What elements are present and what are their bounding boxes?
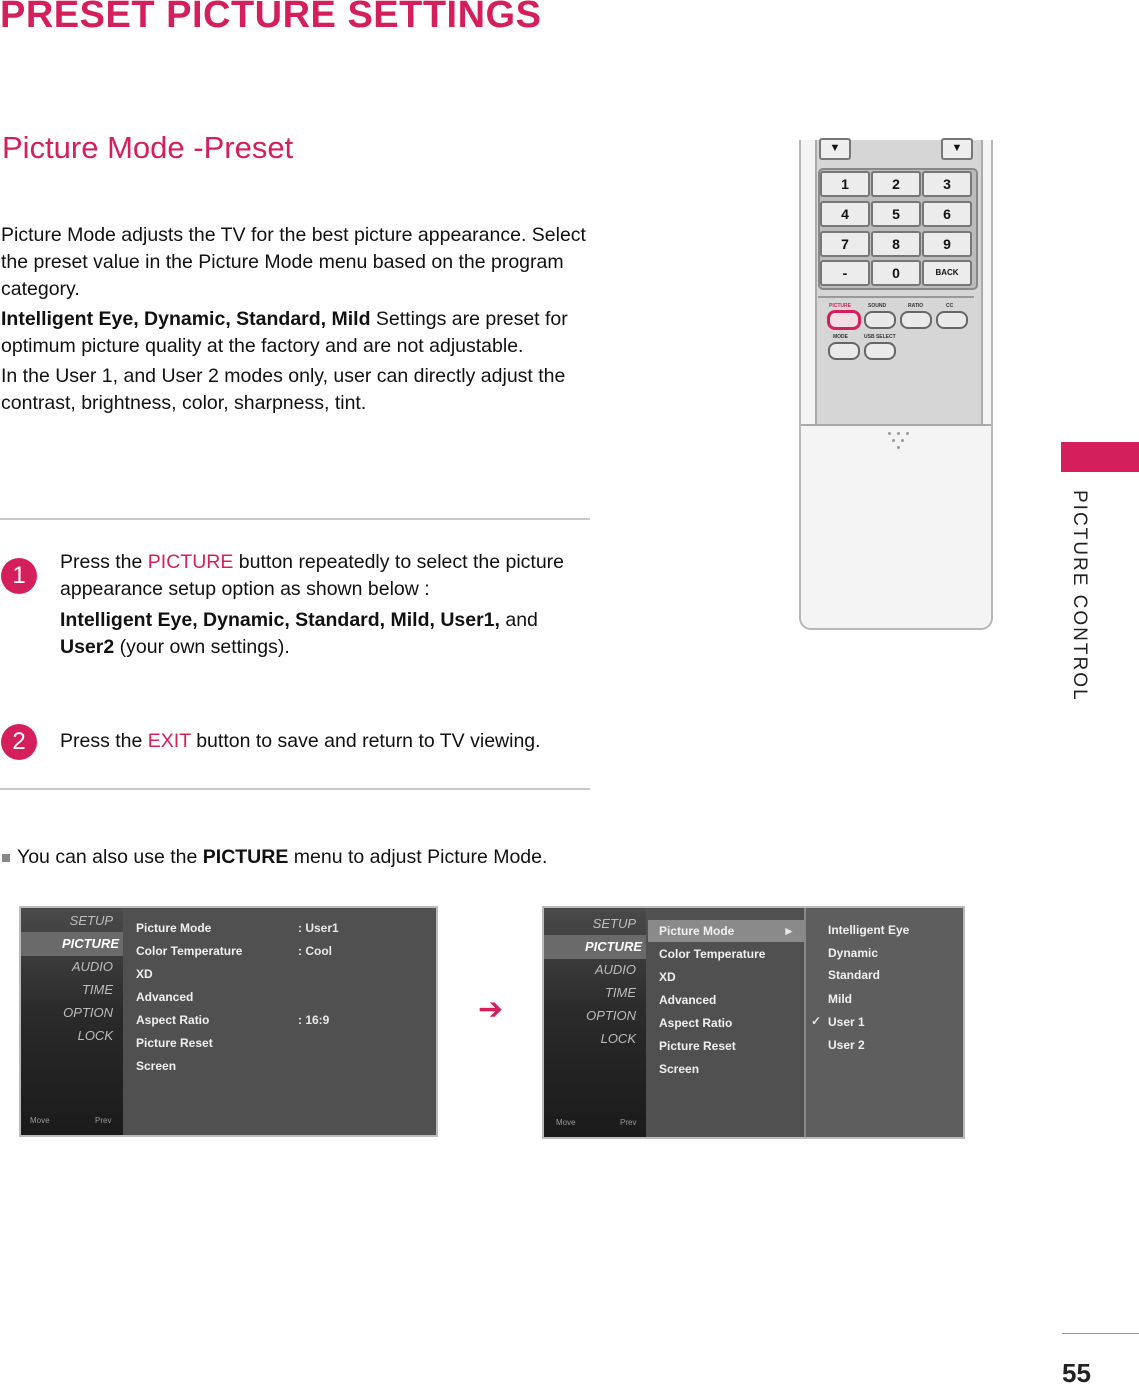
page-title: PRESET PICTURE SETTINGS	[0, 0, 542, 36]
remote-label-picture: PICTURE	[829, 303, 851, 309]
option-intelligent-eye: Intelligent Eye	[828, 923, 910, 937]
osd-right-tab-lock: LOCK	[600, 1031, 636, 1046]
picture-key-label: PICTURE	[147, 551, 234, 573]
speaker-dot	[888, 432, 891, 435]
osd-right-item-screen: Screen	[659, 1062, 700, 1076]
step-2-post: button to save and return to TV viewing.	[190, 730, 541, 752]
step-1-text	[60, 549, 590, 661]
remote-key-6: 6	[922, 201, 972, 227]
remote-key-4: 4	[820, 201, 870, 227]
remote-key-2: 2	[871, 171, 921, 197]
submenu-arrow-icon: ►	[783, 924, 795, 938]
osd-right-footer-prev: Prev	[620, 1118, 637, 1127]
section-title: Picture Mode -Preset	[2, 130, 294, 165]
osd-right-item-color-temperature: Color Temperature	[659, 947, 766, 961]
divider-bottom	[0, 788, 590, 790]
osd-left-value-color-temperature: : Cool	[298, 944, 332, 958]
exit-key-label: EXIT	[147, 730, 191, 752]
remote-panel-divider	[818, 296, 974, 298]
option-user-2: User 2	[828, 1038, 865, 1052]
osd-right-item-advanced: Advanced	[659, 993, 717, 1007]
remote-usb-select-button	[864, 342, 896, 360]
osd-left-tab-time: TIME	[81, 982, 113, 997]
osd-left-tab-picture: PICTURE	[61, 936, 119, 951]
mode-list-tail: (your own settings).	[114, 636, 290, 658]
user1-label: User 1	[55, 365, 113, 387]
remote-label-cc: CC	[946, 303, 954, 309]
remote-key-dash: -	[820, 260, 870, 286]
intro-paragraph-2-rest: Settings are preset for optimum picture quality at the factory and are not adjustable.	[1, 308, 568, 357]
osd-left-item-aspect-ratio: Aspect Ratio	[136, 1013, 210, 1027]
remote-label-usb-select: USB SELECT	[864, 334, 896, 340]
option-mild: Mild	[828, 992, 852, 1006]
intro-paragraph-1: Picture Mode adjusts the TV for the best picture appearance. Select the preset value in the Picture Mode menu based on the program category.	[1, 224, 586, 300]
option-user-1: User 1	[828, 1015, 865, 1029]
preset-modes-bold: Intelligent Eye, Dynamic, Standard, Mild	[1, 308, 371, 330]
osd-left-tab-setup: SETUP	[69, 913, 113, 928]
osd-left-value-picture-mode: : User1	[298, 921, 339, 935]
speaker-dot	[897, 446, 900, 449]
page-number: 55	[1062, 1358, 1091, 1388]
osd-left-item-color-temperature: Color Temperature	[136, 944, 243, 958]
option-standard: Standard	[828, 968, 881, 982]
intro-paragraph-2	[1, 306, 601, 360]
note-pre: You can also use the	[17, 846, 203, 868]
step-2-text	[60, 728, 590, 755]
remote-key-7: 7	[820, 231, 870, 257]
osd-right-tab-option: OPTION	[586, 1008, 636, 1023]
mode-list-user2: User2	[60, 636, 115, 658]
option-dynamic: Dynamic	[828, 946, 879, 960]
remote-label-sound: SOUND	[868, 303, 887, 309]
remote-key-3: 3	[922, 171, 972, 197]
intro-paragraph-3	[1, 363, 601, 417]
remote-down-arrow-right-icon: ▼	[941, 138, 973, 160]
note-key: PICTURE	[202, 846, 289, 868]
speaker-dot	[897, 432, 900, 435]
remote-picture-button	[827, 310, 861, 330]
remote-label-mode: MODE	[833, 334, 848, 340]
step-1-instruction	[60, 549, 590, 603]
osd-right-item-picture-mode: Picture Mode	[659, 924, 735, 938]
check-icon: ✓	[811, 1014, 822, 1028]
user2-label: User 2	[161, 365, 219, 387]
remote-cc-button	[936, 311, 968, 329]
osd-right-item-picture-reset: Picture Reset	[659, 1039, 736, 1053]
step-1-mode-list	[60, 607, 590, 661]
osd-left-item-advanced: Advanced	[136, 990, 194, 1004]
step-1-pre: Press the	[60, 551, 148, 573]
remote-key-9: 9	[922, 231, 972, 257]
remote-key-8: 8	[871, 231, 921, 257]
osd-right-tab-time: TIME	[604, 985, 636, 1000]
osd-left-item-screen: Screen	[136, 1059, 177, 1073]
intro-p3-c: modes only, user can directly adjust the contrast, brightness, color, sharpness, tint.	[1, 365, 566, 414]
mode-list-bold: Intelligent Eye, Dynamic, Standard, Mild, User1,	[60, 609, 500, 631]
section-tab-label: PICTURE CONTROL	[1069, 490, 1090, 702]
remote-down-arrow-left-icon: ▼	[819, 138, 851, 160]
step-1-badge: 1	[1, 558, 37, 594]
osd-right-item-xd: XD	[659, 970, 676, 984]
osd-right-footer-move: Move	[556, 1118, 576, 1127]
osd-right-tab-picture: PICTURE	[584, 939, 642, 954]
osd-left-tab-audio: AUDIO	[71, 959, 113, 974]
osd-left-footer-move: Move	[30, 1116, 50, 1125]
remote-label-ratio: RATIO	[908, 303, 924, 309]
speaker-dot	[906, 432, 909, 435]
intro-text	[1, 222, 601, 420]
osd-left-tab-option: OPTION	[63, 1005, 113, 1020]
osd-left-item-xd: XD	[136, 967, 153, 981]
mode-list-and: and	[499, 609, 538, 631]
remote-key-back: BACK	[922, 260, 972, 286]
note	[2, 846, 547, 869]
step-2-badge: 2	[1, 724, 37, 760]
remote-ratio-button	[900, 311, 932, 329]
osd-left-value-aspect-ratio: : 16:9	[298, 1013, 330, 1027]
osd-left-footer-prev: Prev	[95, 1116, 112, 1125]
osd-left-item-picture-mode: Picture Mode	[136, 921, 212, 935]
osd-right-tab-audio: AUDIO	[594, 962, 636, 977]
osd-left-item-picture-reset: Picture Reset	[136, 1036, 213, 1050]
osd-right-item-aspect-ratio: Aspect Ratio	[659, 1016, 733, 1030]
remote-mode-button	[828, 342, 860, 360]
remote-key-5: 5	[871, 201, 921, 227]
osd-left-tab-lock: LOCK	[77, 1028, 113, 1043]
remote-key-1: 1	[820, 171, 870, 197]
remote-cover-seam	[801, 424, 991, 426]
remote-key-0: 0	[871, 260, 921, 286]
arrow-right-icon: ➔	[478, 993, 504, 1026]
step-2-pre: Press the	[60, 730, 148, 752]
step-1-post: button repeatedly to select the picture appearance setup option as shown below :	[60, 551, 565, 600]
speaker-dot	[901, 439, 904, 442]
note-post: menu to adjust Picture Mode.	[288, 846, 548, 868]
speaker-dot	[892, 439, 895, 442]
divider-top	[0, 518, 590, 520]
intro-p3-a: In the	[1, 365, 56, 387]
bullet-icon	[2, 854, 10, 862]
section-tab-marker	[1061, 442, 1139, 472]
osd-right-tab-setup: SETUP	[592, 916, 636, 931]
remote-sound-button	[864, 311, 896, 329]
intro-p3-b: , and	[112, 365, 162, 387]
page-number-rule	[1062, 1333, 1139, 1334]
